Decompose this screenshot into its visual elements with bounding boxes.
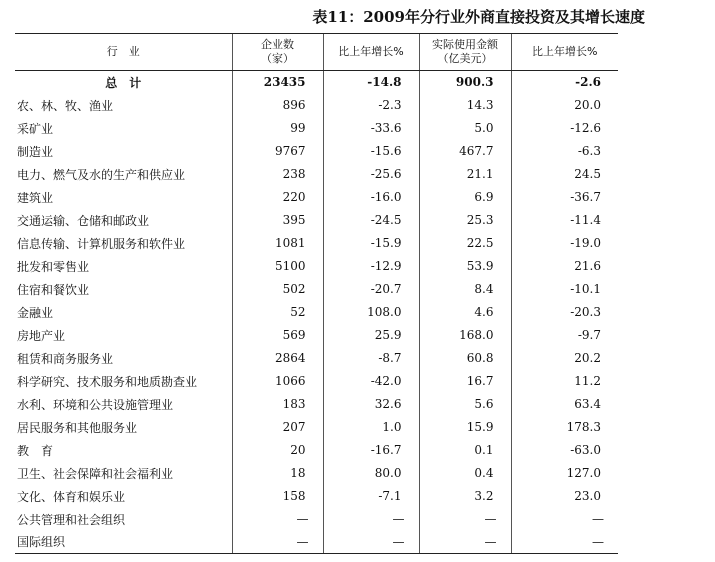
use-growth-value: -10.1 bbox=[511, 278, 618, 301]
industry-name: 教 育 bbox=[17, 443, 54, 458]
use-growth-value: — bbox=[511, 531, 618, 554]
actual-use-value: 8.4 bbox=[419, 278, 511, 301]
enterprises-value: — bbox=[232, 508, 323, 531]
enterprises-value: 99 bbox=[232, 117, 323, 140]
use-growth-value: 24.5 bbox=[511, 163, 618, 186]
enterprise-growth-value: -2.3 bbox=[323, 94, 419, 117]
use-growth-value: 178.3 bbox=[511, 416, 618, 439]
enterprises-value: 896 bbox=[232, 94, 323, 117]
enterprise-growth-value: 108.0 bbox=[323, 301, 419, 324]
enterprise-growth-value: -16.0 bbox=[323, 186, 419, 209]
table-row bbox=[15, 462, 618, 485]
actual-use-value: — bbox=[419, 508, 511, 531]
table-row bbox=[15, 324, 618, 347]
enterprise-growth-value: -24.5 bbox=[323, 209, 419, 232]
industry-name: 公共管理和社会组织 bbox=[17, 512, 126, 527]
enterprise-growth-value: -16.7 bbox=[323, 439, 419, 462]
table-row bbox=[15, 485, 618, 508]
enterprises-value: — bbox=[232, 531, 323, 554]
enterprise-growth-value: -20.7 bbox=[323, 278, 419, 301]
enterprise-growth-value: -7.1 bbox=[323, 485, 419, 508]
industry-name: 租赁和商务服务业 bbox=[17, 351, 114, 366]
table-row bbox=[15, 370, 618, 393]
actual-use-value: 3.2 bbox=[419, 485, 511, 508]
use-growth-value: -63.0 bbox=[511, 439, 618, 462]
table-row bbox=[15, 117, 618, 140]
table-row bbox=[15, 163, 618, 186]
header-enterprises bbox=[232, 34, 323, 71]
total-label: 总 计 bbox=[105, 75, 142, 90]
actual-use-value: 15.9 bbox=[419, 416, 511, 439]
use-growth-value: 11.2 bbox=[511, 370, 618, 393]
enterprises-value: 207 bbox=[232, 416, 323, 439]
use-growth-value: -36.7 bbox=[511, 186, 618, 209]
enterprises-value: 9767 bbox=[232, 140, 323, 163]
use-growth-value: 20.2 bbox=[511, 347, 618, 370]
enterprises-value: 18 bbox=[232, 462, 323, 485]
enterprises-value: 502 bbox=[232, 278, 323, 301]
table-row bbox=[15, 393, 618, 416]
header-use-growth: 比上年增长% bbox=[511, 34, 618, 71]
header-actual-use-line2: （亿美元） bbox=[437, 52, 493, 65]
table-row bbox=[15, 508, 618, 531]
industry-name: 金融业 bbox=[17, 305, 54, 320]
industry-name: 交通运输、仓储和邮政业 bbox=[17, 213, 150, 228]
actual-use-value: 14.3 bbox=[419, 94, 511, 117]
industry-name: 批发和零售业 bbox=[17, 259, 90, 274]
use-growth-value: 20.0 bbox=[511, 94, 618, 117]
enterprise-growth-value: 1.0 bbox=[323, 416, 419, 439]
use-growth-value: -9.7 bbox=[511, 324, 618, 347]
actual-use-value: 53.9 bbox=[419, 255, 511, 278]
table-row bbox=[15, 416, 618, 439]
enterprises-value: 20 bbox=[232, 439, 323, 462]
total-actual-use: 900.3 bbox=[419, 71, 511, 94]
header-industry: 行 业 bbox=[15, 34, 232, 71]
actual-use-value: 0.1 bbox=[419, 439, 511, 462]
actual-use-value: 21.1 bbox=[419, 163, 511, 186]
actual-use-value: 5.6 bbox=[419, 393, 511, 416]
industry-name: 信息传输、计算机服务和软件业 bbox=[17, 236, 186, 251]
header-enterprises-line2: （家） bbox=[261, 52, 294, 65]
industry-name: 卫生、社会保障和社会福利业 bbox=[17, 466, 174, 481]
header-enterprise-growth: 比上年增长% bbox=[323, 34, 419, 71]
header-row bbox=[15, 34, 618, 71]
table-row bbox=[15, 301, 618, 324]
industry-name: 采矿业 bbox=[17, 121, 54, 136]
enterprises-value: 5100 bbox=[232, 255, 323, 278]
actual-use-value: 5.0 bbox=[419, 117, 511, 140]
header-enterprises-line1: 企业数 bbox=[261, 38, 294, 51]
actual-use-value: 22.5 bbox=[419, 232, 511, 255]
enterprise-growth-value: 25.9 bbox=[323, 324, 419, 347]
use-growth-value: — bbox=[511, 508, 618, 531]
enterprise-growth-value: -15.9 bbox=[323, 232, 419, 255]
use-growth-value: 21.6 bbox=[511, 255, 618, 278]
actual-use-value: 0.4 bbox=[419, 462, 511, 485]
enterprise-growth-value: -25.6 bbox=[323, 163, 419, 186]
actual-use-value: 168.0 bbox=[419, 324, 511, 347]
industry-name: 农、林、牧、渔业 bbox=[17, 98, 114, 113]
header-actual-use-line1: 实际使用金额 bbox=[432, 38, 498, 51]
table-row bbox=[15, 347, 618, 370]
enterprises-value: 395 bbox=[232, 209, 323, 232]
enterprises-value: 158 bbox=[232, 485, 323, 508]
actual-use-value: 467.7 bbox=[419, 140, 511, 163]
use-growth-value: 23.0 bbox=[511, 485, 618, 508]
industry-name: 建筑业 bbox=[17, 190, 54, 205]
actual-use-value: — bbox=[419, 531, 511, 554]
enterprises-value: 52 bbox=[232, 301, 323, 324]
table-row bbox=[15, 140, 618, 163]
enterprises-value: 2864 bbox=[232, 347, 323, 370]
total-enterprise-growth: -14.8 bbox=[323, 71, 419, 94]
industry-name: 文化、体育和娱乐业 bbox=[17, 489, 126, 504]
use-growth-value: 127.0 bbox=[511, 462, 618, 485]
total-use-growth: -2.6 bbox=[511, 71, 618, 94]
enterprise-growth-value: -12.9 bbox=[323, 255, 419, 278]
table-row bbox=[15, 94, 618, 117]
table-row bbox=[15, 232, 618, 255]
industry-name: 制造业 bbox=[17, 144, 54, 159]
actual-use-value: 4.6 bbox=[419, 301, 511, 324]
use-growth-value: 63.4 bbox=[511, 393, 618, 416]
total-row bbox=[15, 71, 618, 94]
actual-use-value: 16.7 bbox=[419, 370, 511, 393]
use-growth-value: -19.0 bbox=[511, 232, 618, 255]
enterprises-value: 220 bbox=[232, 186, 323, 209]
enterprise-growth-value: -42.0 bbox=[323, 370, 419, 393]
enterprise-growth-value: -15.6 bbox=[323, 140, 419, 163]
actual-use-value: 60.8 bbox=[419, 347, 511, 370]
industry-name: 科学研究、技术服务和地质勘查业 bbox=[17, 374, 198, 389]
fdi-industry-table bbox=[15, 33, 618, 554]
header-actual-use bbox=[419, 34, 511, 71]
enterprise-growth-value: -8.7 bbox=[323, 347, 419, 370]
actual-use-value: 25.3 bbox=[419, 209, 511, 232]
industry-name: 电力、燃气及水的生产和供应业 bbox=[17, 167, 186, 182]
industry-name: 房地产业 bbox=[17, 328, 66, 343]
enterprise-growth-value: 32.6 bbox=[323, 393, 419, 416]
industry-name: 国际组织 bbox=[15, 531, 232, 554]
use-growth-value: -12.6 bbox=[511, 117, 618, 140]
enterprises-value: 238 bbox=[232, 163, 323, 186]
enterprises-value: 1081 bbox=[232, 232, 323, 255]
actual-use-value: 6.9 bbox=[419, 186, 511, 209]
enterprise-growth-value: -33.6 bbox=[323, 117, 419, 140]
total-enterprises: 23435 bbox=[232, 71, 323, 94]
table-row bbox=[15, 255, 618, 278]
enterprises-value: 569 bbox=[232, 324, 323, 347]
table-row bbox=[15, 439, 618, 462]
table-title: 表11：2009年分行业外商直接投资及其增长速度 bbox=[312, 8, 645, 26]
industry-name: 住宿和餐饮业 bbox=[17, 282, 90, 297]
enterprise-growth-value: 80.0 bbox=[323, 462, 419, 485]
table-row bbox=[15, 531, 618, 554]
industry-name: 居民服务和其他服务业 bbox=[17, 420, 138, 435]
enterprises-value: 183 bbox=[232, 393, 323, 416]
use-growth-value: -6.3 bbox=[511, 140, 618, 163]
use-growth-value: -11.4 bbox=[511, 209, 618, 232]
enterprises-value: 1066 bbox=[232, 370, 323, 393]
use-growth-value: -20.3 bbox=[511, 301, 618, 324]
table-row bbox=[15, 186, 618, 209]
industry-name: 水利、环境和公共设施管理业 bbox=[17, 397, 174, 412]
table-row bbox=[15, 278, 618, 301]
enterprise-growth-value: — bbox=[323, 508, 419, 531]
enterprise-growth-value: — bbox=[323, 531, 419, 554]
table-row bbox=[15, 209, 618, 232]
